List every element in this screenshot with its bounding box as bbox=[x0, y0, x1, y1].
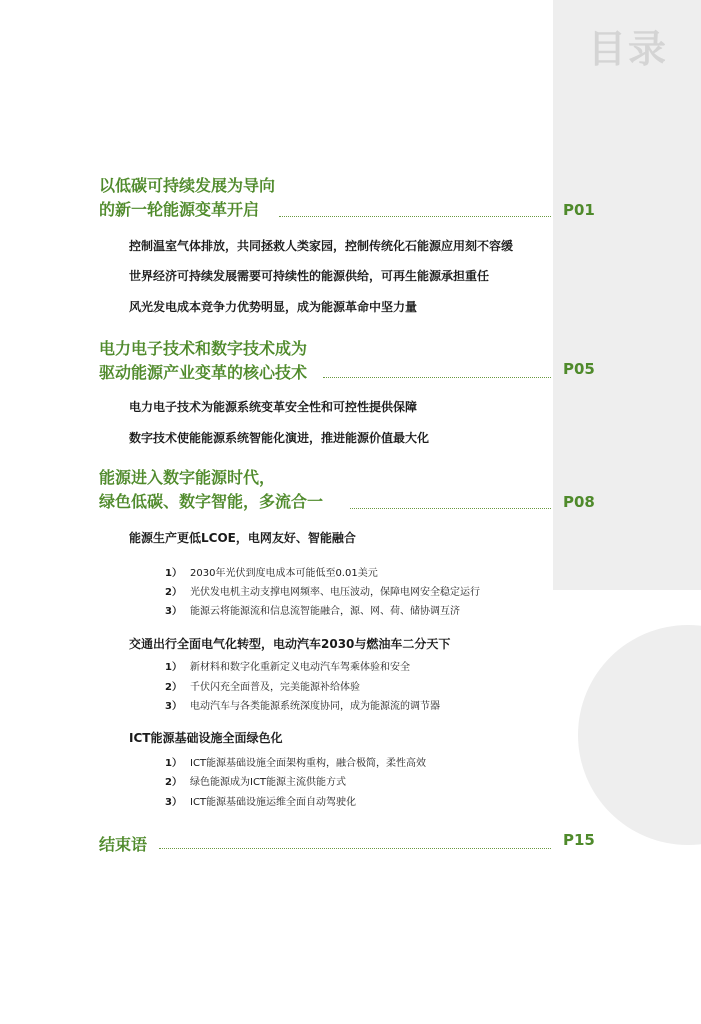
group-1-item-3: 能源云将能源流和信息流智能融合，源、网、荷、储协调互济 bbox=[190, 606, 460, 617]
group-3-item-3-number: 3） bbox=[165, 797, 182, 808]
section-3-title-line-2[interactable]: 绿色低碳、数字智能，多流合一 bbox=[99, 492, 324, 511]
toc-title: 目录 bbox=[588, 27, 669, 71]
group-1-heading: 能源生产更低LCOE，电网友好、智能融合 bbox=[129, 531, 356, 545]
group-2-item-1: 新材料和数字化重新定义电动汽车驾乘体验和安全 bbox=[190, 662, 410, 673]
group-2-item-2-number: 2） bbox=[165, 682, 182, 693]
group-3-item-2-number: 2） bbox=[165, 777, 182, 788]
group-2-item-3: 电动汽车与各类能源系统深度协同，成为能源流的调节器 bbox=[190, 701, 440, 712]
decorative-circle bbox=[578, 625, 701, 845]
section-1-title-line-1[interactable]: 以低碳可持续发展为导向 bbox=[99, 176, 276, 195]
section-1-point-2: 世界经济可持续发展需要可持续性的能源供给，可再生能源承担重任 bbox=[129, 269, 490, 283]
section-4-page-number[interactable]: P15 bbox=[563, 831, 595, 849]
group-2-item-1-number: 1） bbox=[165, 662, 182, 673]
section-2-point-2: 数字技术使能能源系统智能化演进，推进能源价值最大化 bbox=[129, 431, 430, 445]
section-1-point-1: 控制温室气体排放，共同拯救人类家园，控制传统化石能源应用刻不容缓 bbox=[129, 239, 514, 253]
group-1-item-2: 光伏发电机主动支撑电网频率、电压波动，保障电网安全稳定运行 bbox=[190, 587, 480, 598]
group-2-item-3-number: 3） bbox=[165, 701, 182, 712]
section-3-page-number[interactable]: P08 bbox=[563, 493, 595, 511]
group-2-heading: 交通出行全面电气化转型，电动汽车2030与燃油车二分天下 bbox=[129, 637, 451, 651]
group-3-item-3: ICT能源基础设施运维全面自动驾驶化 bbox=[190, 797, 357, 808]
section-3-leader-dots bbox=[350, 508, 551, 509]
section-2-title-line-1[interactable]: 电力电子技术和数字技术成为 bbox=[99, 339, 308, 358]
group-1-item-1-number: 1） bbox=[165, 568, 182, 579]
group-3-item-1: ICT能源基础设施全面架构重构，融合极简，柔性高效 bbox=[190, 758, 427, 769]
section-2-leader-dots bbox=[323, 377, 551, 378]
section-3-title-line-1[interactable]: 能源进入数字能源时代， bbox=[99, 468, 276, 487]
group-3-item-1-number: 1） bbox=[165, 758, 182, 769]
section-2-page-number[interactable]: P05 bbox=[563, 360, 595, 378]
section-2-point-1: 电力电子技术为能源系统变革安全性和可控性提供保障 bbox=[129, 400, 418, 414]
group-3-item-2: 绿色能源成为ICT能源主流供能方式 bbox=[190, 777, 347, 788]
section-1-leader-dots bbox=[279, 216, 551, 217]
section-2-title-line-2[interactable]: 驱动能源产业变革的核心技术 bbox=[99, 363, 308, 382]
group-3-heading: ICT能源基础设施全面绿色化 bbox=[129, 731, 283, 745]
group-1-item-1: 2030年光伏到度电成本可能低至0.01美元 bbox=[190, 568, 378, 579]
group-1-item-3-number: 3） bbox=[165, 606, 182, 617]
section-1-point-3: 风光发电成本竞争力优势明显，成为能源革命中坚力量 bbox=[129, 300, 418, 314]
section-1-page-number[interactable]: P01 bbox=[563, 201, 595, 219]
section-4-title[interactable]: 结束语 bbox=[99, 835, 148, 854]
section-4-leader-dots bbox=[159, 848, 551, 849]
group-2-item-2: 千伏闪充全面普及，完美能源补给体验 bbox=[190, 682, 360, 693]
group-1-item-2-number: 2） bbox=[165, 587, 182, 598]
section-1-title-line-2[interactable]: 的新一轮能源变革开启 bbox=[99, 200, 260, 219]
